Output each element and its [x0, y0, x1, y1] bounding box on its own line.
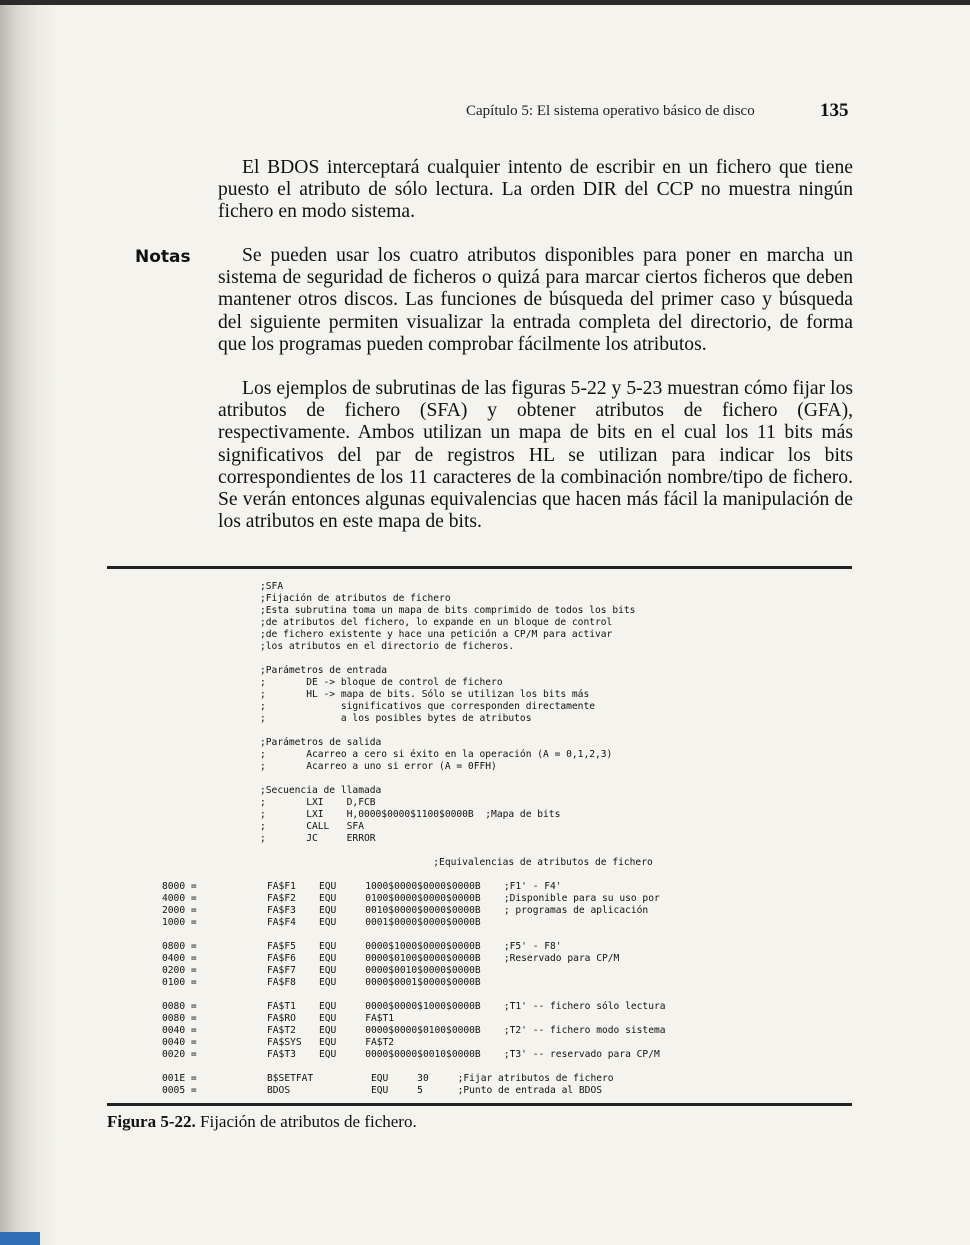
code-addresses: 8000 = 4000 = 2000 = 1000 = 0800 = 0400 = 0200 = 0100 = 0080 = 0080 = 0040 = 0040 = 0020 = 001E = 0005 =	[162, 881, 197, 1096]
paragraph-examples: Los ejemplos de subrutinas de las figuras 5-22 y 5-23 muestran cómo fijar los atributos de fichero (SFA) y obtener atributos de fichero (GFA), respectivamente. Ambos utilizan un mapa de bits en el cual los 11 bits más significativos del par de registros HL se utilizan para indicar los bits correspondientes de los 11 caracteres de la combinación nombre/tipo de fichero. Se verán entonces algunas equivalencias que hacen más fácil la manipulación de los atributos en este mapa de bits.	[218, 378, 853, 533]
spine-shadow	[0, 0, 60, 1245]
code-comments: ;SFA ;Fijación de atributos de fichero ;Esta subrutina toma un mapa de bits comprimido de todos los bits ;de atributos del fichero, lo expande en un bloque de control ;de fichero existente y hace una petición a CP/M para activar ;los atributos en el directorio de ficheros. ;Parámetros de entrada ; DE -> bloque de control de fichero ; HL -> mapa de bits. Sólo se utilizan los bits más ; significativos que corresponden directamente ; a los posibles bytes de atributos ;Parámetros de salida ; Acarreo a cero si éxito en la operación (A = 0,1,2,3) ; Acarreo a uno si error (A = 0FFH) ;Secuencia de llamada ; LXI D,FCB ; LXI H,0000$0000$1100$0000B ;Mapa de bits ; CALL SFA ; JC ERROR ;Equivalencias de atributos de fichero	[260, 581, 653, 868]
figure-5-22	[107, 566, 852, 1106]
caption-label: Figura 5-22.	[107, 1112, 196, 1131]
paragraph-bdos: El BDOS interceptará cualquier intento de escribir en un fichero que tiene puesto el atributo de sólo lectura. La orden DIR del CCP no muestra ningún fichero en modo sistema.	[218, 157, 853, 223]
running-head: Capítulo 5: El sistema operativo básico de disco	[466, 103, 755, 119]
scan-top-edge	[0, 0, 970, 5]
paragraph-notes: Se pueden usar los cuatro atributos disponibles para poner en marcha un sistema de seguridad de ficheros o quizá para marcar ciertos ficheros que deben mantener otros discos. Las funciones de búsqueda del primer caso y búsqueda del siguiente permiten visualizar la entrada completa del directorio, de forma que los programas pueden comprobar fácilmente los atributos.	[218, 245, 853, 355]
page-number: 135	[820, 100, 849, 121]
figure-caption	[107, 1112, 417, 1132]
caption-text: Fijación de atributos de fichero.	[200, 1112, 417, 1131]
margin-note: Notas	[135, 247, 191, 267]
scan-bottom-marker	[0, 1232, 40, 1245]
code-equates: FA$F1 EQU 1000$0000$0000$0000B ;F1' - F4' FA$F2 EQU 0100$0000$0000$0000B ;Disponible para su uso por FA$F3 EQU 0010$0000$0000$0000B ; programas de aplicación FA$F4 EQU 0001$0000$0000$0000B FA$F5 EQU 0000$1000$0000$0000B ;F5' - F8' FA$F6 EQU 0000$0100$0000$0000B ;Reservado para CP/M FA$F7 EQU 0000$0010$0000$0000B FA$F8 EQU 0000$0001$0000$0000B FA$T1 EQU 0000$0000$1000$0000B ;T1' -- fichero sólo lectura FA$RO EQU FA$T1 FA$T2 EQU 0000$0000$0100$0000B ;T2' -- fichero modo sistema FA$SYS EQU FA$T2 FA$T3 EQU 0000$0000$0010$0000B ;T3' -- reservado para CP/M B$SETFAT EQU 30 ;Fijar atributos de fichero BDOS EQU 5 ;Punto de entrada al BDOS	[267, 881, 666, 1096]
